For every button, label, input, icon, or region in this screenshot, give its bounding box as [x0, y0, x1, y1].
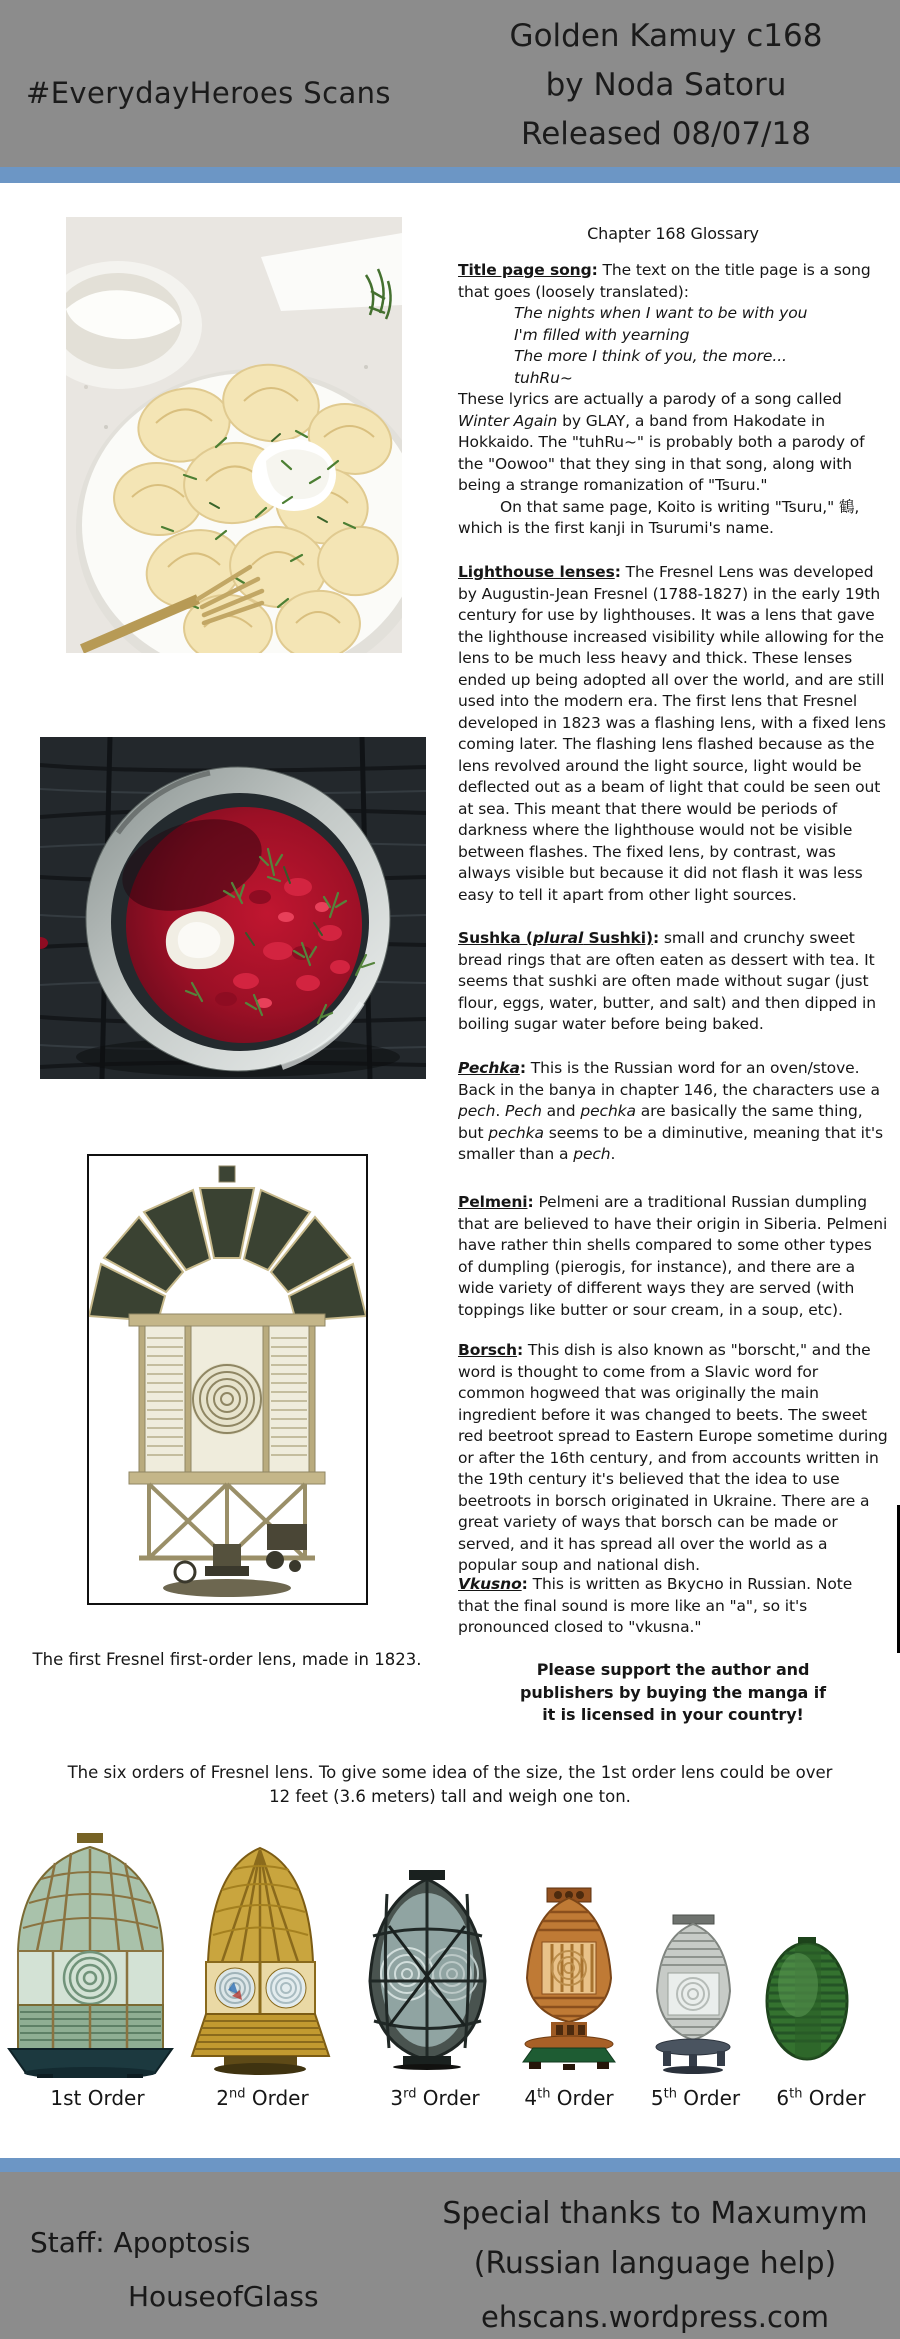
support-note: Please support the author and publishers by buying the manga if it is licensed in your country!: [520, 1660, 826, 1724]
first-order-lens-photo: [3, 1833, 178, 2078]
entry-text: The text on the title page is a song that goes (loosely translated):: [458, 261, 871, 301]
term-pechka: Pechka: [458, 1059, 520, 1077]
lens-label-3rd-order: 3rd Order: [390, 2086, 480, 2110]
special-thanks-detail: (Russian language help): [473, 2246, 837, 2281]
term-separator: :: [614, 563, 621, 581]
term-separator: :: [527, 1193, 534, 1211]
third-order-lens-photo: [357, 1866, 498, 2070]
release-date: Released 08/07/18: [521, 116, 811, 152]
term-sushka: Sushka (plural Sushki): [458, 929, 653, 947]
entry-text: This is written as Вкусно in Russian. Note that the final sound is more like an "a", so it's pronounced closed to "vkusna.": [458, 1575, 853, 1636]
lyric-line: The more I think of you, the more...: [514, 347, 787, 365]
second-order-lens-illustration: [188, 1840, 333, 2075]
term-vkusno: Vkusno: [458, 1575, 522, 1593]
special-thanks: Special thanks to Maxumym: [442, 2196, 868, 2231]
lens-label-4th-order: 4th Order: [524, 2086, 614, 2110]
release-title: [446, 12, 886, 159]
glossary-entry-title-page-song: [458, 260, 888, 540]
russian-word-vkusno: Вкусно: [666, 1575, 724, 1593]
sixth-order-lens-photo: [762, 1935, 852, 2063]
second-order-lens-photo: [188, 1840, 333, 2075]
glossary-entry-pelmeni: [458, 1192, 888, 1321]
borscht-photo-illustration: [40, 737, 426, 1079]
entry-text: This dish is also known as "borscht," and the word is thought to come from a Slavic word for common hogweed that was originally the main ingredient before it was changed to beets. The sweet red beetroot spread to Eastern Europe sometime during or after the 16th century, and from accounts written in the 19th century it's believed that the idea to use beetroots in borsch originated in Ukraine. There are a great variety of ways that borsch can be made or served, and it has spread all over the world as a popular soup and national dish.: [458, 1341, 888, 1574]
fifth-order-lens-illustration: [647, 1913, 740, 2075]
pelmeni-photo-illustration: [66, 217, 402, 653]
term-separator: :: [519, 1059, 526, 1077]
pelmeni-photo: [66, 217, 402, 653]
staff-credit: HouseofGlass: [128, 2280, 319, 2313]
entry-text: These lyrics are actually a parody of a song called Winter Again by GLAY, a band from Hakodate in Hokkaido. The "tuhRu~" is probably both a parody of the "Oowoo" that they sing in that song, along with being a strange romanization of "Tsuru.": [458, 390, 865, 494]
entry-text: Pelmeni are a traditional Russian dumpling that are believed to have their origin in Siberia. Pelmeni have rather thin shells compared to some other types of dumpling (pierogis, for instance), and there are a wide variety of different ways they are served (with toppings like butter or sour cream, in a soup, etc).: [458, 1193, 888, 1319]
lens-label-1st-order: 1st Order: [50, 2086, 145, 2110]
glossary-entry-vkusno: [458, 1574, 888, 1639]
entry-text: On that same page, Koito is writing "Tsuru," 鶴, which is the first kanji in Tsurumi's name.: [458, 497, 860, 537]
term-lighthouse-lenses: Lighthouse lenses: [458, 563, 615, 581]
series-chapter: Golden Kamuy c168: [509, 18, 823, 54]
glossary-entry-lighthouse-lenses: [458, 562, 888, 906]
sixth-order-lens-illustration: [762, 1935, 852, 2063]
term-borsch: Borsch: [458, 1341, 517, 1359]
borscht-photo: [40, 737, 426, 1079]
first-order-lens-illustration: [3, 1833, 178, 2078]
fourth-order-lens-photo: [515, 1886, 623, 2072]
fresnel-lens-photo: [87, 1154, 368, 1605]
song-title-winter-again: Winter Again: [458, 411, 558, 430]
header-divider-bar: [0, 167, 900, 183]
term-separator: :: [521, 1575, 528, 1593]
scan-group-name: #EverydayHeroes Scans: [26, 76, 391, 110]
lyric-line: tuhRu~: [514, 368, 573, 387]
fifth-order-lens-photo: [647, 1913, 740, 2075]
glossary-entry-sushka: [458, 928, 888, 1036]
fresnel-lens-illustration: [89, 1156, 366, 1603]
header-band: [0, 0, 900, 167]
lyric-line: The nights when I want to be with you: [514, 304, 808, 322]
third-order-lens-illustration: [357, 1866, 498, 2070]
glossary-title: Chapter 168 Glossary: [587, 224, 759, 243]
lens-label-2nd-order: 2nd Order: [216, 2086, 309, 2110]
entry-text: This is the Russian word for an oven/stove. Back in the banya in chapter 146, the characters use a pech. Pech and pechka are basically the same thing, but pechka seems to be a diminutive, meaning that it's smaller than a pech.: [458, 1059, 884, 1163]
author: by Noda Satoru: [545, 67, 787, 103]
footer-divider-bar: [0, 2158, 900, 2172]
group-website-url: ehscans.wordpress.com: [481, 2300, 829, 2334]
term-separator: :: [652, 929, 660, 947]
fourth-order-lens-illustration: [515, 1886, 623, 2072]
term-separator: :: [591, 261, 598, 279]
staff-credit: Staff: Apoptosis: [30, 2226, 251, 2259]
entry-text: small and crunchy sweet bread rings that are often eaten as dessert with tea. It seems that sushki are often made without sugar (just flour, eggs, water, butter, and salt) and then dipped in boiling sugar water before being baked.: [458, 929, 876, 1033]
song-lyrics: [514, 303, 888, 389]
glossary-entry-borsch: [458, 1340, 888, 1577]
entry-text: The Fresnel Lens was developed by Augustin-Jean Fresnel (1788-1827) in the early 19th century for use by lighthouses. It was a lens that gave the lighthouse increased visibility while allowing for the lens to be much less heavy and thick. These lenses ended up being adopted all over the world, and are still used into the modern era. The first lens that Fresnel developed in 1823 was a flashing lens, with a fixed lens coming later. The flashing lens flashed because as the lens revolved around the light source, light would be deflected out as a beam of light that could be seen out at sea. This meant that there would be periods of darkness where the lighthouse would not be visible between flashes. The fixed lens, by contrast, was always visible but because it did not flash it was less easy to tell it apart from other light sources.: [458, 563, 886, 904]
glossary-entry-pechka: [458, 1058, 888, 1166]
six-orders-caption: The six orders of Fresnel lens. To give some idea of the size, the 1st order lens could be over 12 feet (3.6 meters) tall and weigh one ton.: [67, 1763, 833, 1806]
lyric-line: I'm filled with yearning: [514, 325, 690, 344]
lens-photo-caption: The first Fresnel first-order lens, made in 1823.: [32, 1650, 422, 1669]
term-pelmeni: Pelmeni: [458, 1193, 528, 1211]
term-separator: :: [516, 1341, 524, 1359]
lens-label-6th-order: 6th Order: [776, 2086, 866, 2110]
lens-label-5th-order: 5th Order: [650, 2086, 741, 2110]
term-title-page-song: Title page song: [458, 261, 592, 279]
